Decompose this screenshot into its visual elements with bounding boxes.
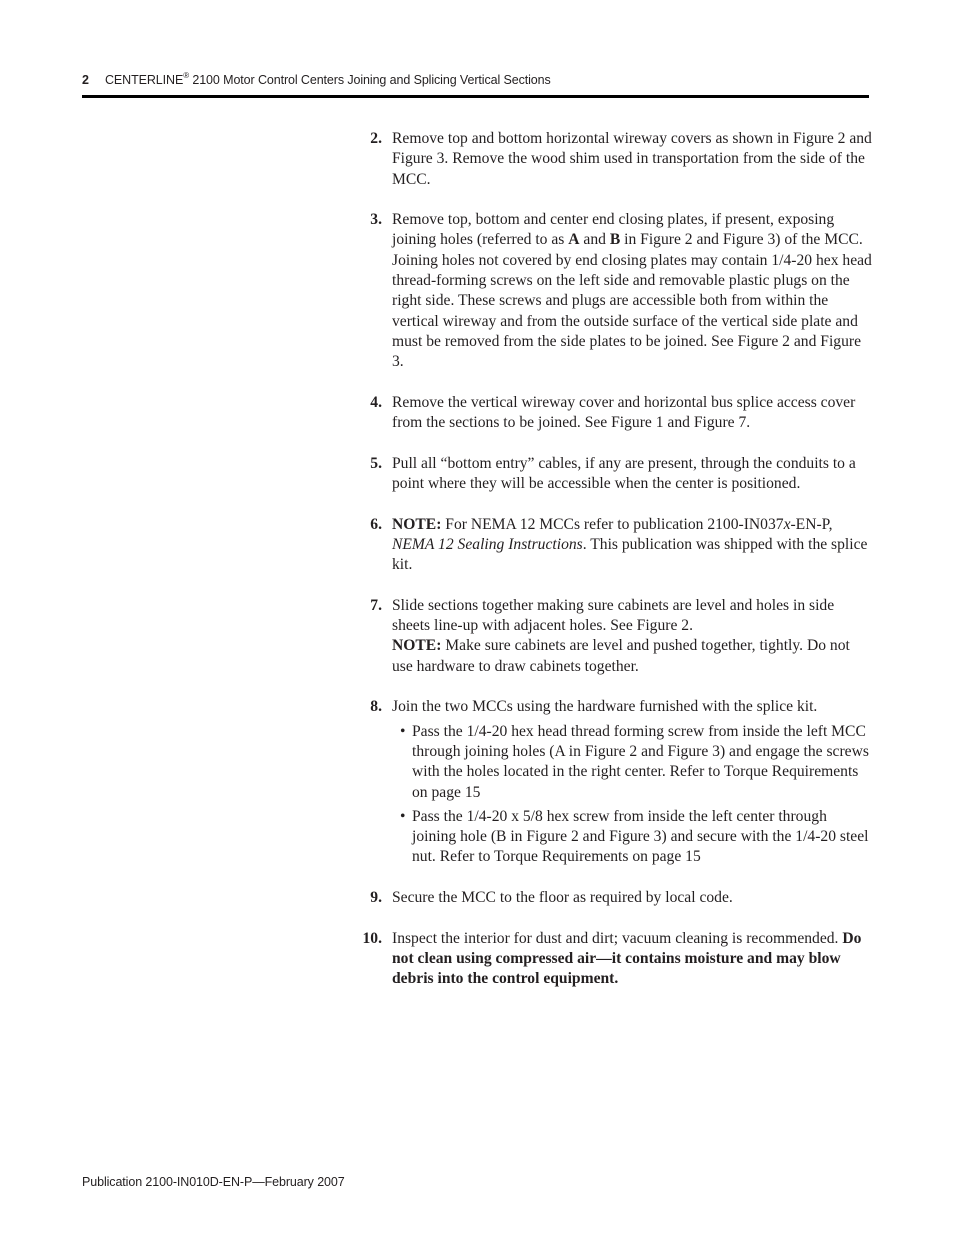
step-text-part: . This publication was shipped with the splice kit.: [392, 535, 868, 574]
header-title-brand: CENTERLINE: [105, 73, 184, 87]
bullet-item: [392, 722, 872, 803]
bullet-glyph: •: [400, 722, 406, 740]
step-7: [352, 596, 872, 677]
step-number: 7.: [370, 596, 382, 614]
note-label: NOTE:: [392, 515, 442, 533]
bullet-glyph: •: [400, 807, 406, 825]
step-text-part: in Figure 2 and Figure 3) of the MCC. Joining holes not covered by end closing plates may contain 1/4-20 hex head thread-forming screws on the left side and removable plastic plugs on the right side. These screws and plugs are accessible both from within the vertical wireway and from the outside surface of the vertical side plate and must be removed from the side plates to be joined. See Figure 2 and Figure 3.: [392, 231, 872, 371]
hole-label-b: B: [609, 231, 621, 249]
step-text: [392, 515, 872, 576]
step-number: 2.: [370, 130, 382, 147]
step-text: Secure the MCC to the floor as required by local code.: [392, 888, 733, 906]
step-text: [392, 210, 872, 372]
step-3: [352, 210, 872, 372]
step-text: Remove top and bottom horizontal wireway covers as shown in Figure 2 and Figure 3. Remove the wood shim used in transportation from the side of the MCC.: [392, 130, 872, 188]
warning-text: Do not clean using compressed air—it contains moisture and may blow debris into the control equipment.: [392, 929, 862, 988]
step-text-part: Remove top, bottom and center end closing plates, if present, exposing joining holes (referred to as: [392, 211, 835, 249]
step-text-part: Make sure cabinets are level and pushed together, tightly. Do not use hardware to draw cabinets together.: [392, 637, 850, 675]
step-number: 5.: [370, 454, 382, 472]
step-number: 10.: [362, 929, 382, 947]
step-4: [352, 393, 872, 434]
step-text: [392, 596, 872, 677]
page-number: 2: [82, 73, 89, 87]
step-text: Pull all “bottom entry” cables, if any are present, through the conduits to a point where they will be accessible when the center is positioned.: [392, 454, 856, 493]
step-text-part: For NEMA 12 MCCs refer to publication 2100-IN037: [441, 515, 784, 533]
step-text-part: -EN-P,: [790, 515, 833, 533]
step-number: 4.: [370, 393, 382, 411]
bullet-list: [392, 722, 872, 868]
hole-label-a: A: [568, 231, 580, 249]
page-footer: Publication 2100-IN010D-EN-P—February 2007: [82, 1175, 345, 1189]
step-text-part: and: [579, 231, 610, 249]
step-number: 6.: [370, 515, 382, 533]
note-label: NOTE:: [392, 637, 442, 655]
step-5: [352, 454, 872, 495]
step-text-part: Slide sections together making sure cabinets are level and holes in side sheets line-up with adjacent holes. See Figure 2.: [392, 596, 835, 635]
bullet-item: [392, 807, 872, 868]
step-10: [352, 929, 872, 990]
step-9: [352, 888, 872, 908]
step-number: 3.: [370, 211, 382, 229]
header-rule: [82, 95, 869, 98]
bullet-text: Pass the 1/4-20 x 5/8 hex screw from inside the left center through joining hole (B in Figure 2 and Figure 3) and secure with the 1/4-20 steel nut. Refer to Torque Requirements on page 15: [412, 807, 869, 866]
steps-list: [352, 129, 872, 1010]
step-text-part: Inspect the interior for dust and dirt; vacuum cleaning is recommended.: [392, 929, 843, 947]
step-2: [352, 129, 872, 190]
step-text: Join the two MCCs using the hardware furnished with the splice kit.: [392, 698, 818, 716]
step-text: [392, 929, 872, 990]
publication-variant: x: [783, 515, 791, 533]
step-6: [352, 515, 872, 576]
header-title-rest: 2100 Motor Control Centers Joining and Splicing Vertical Sections: [188, 73, 551, 87]
step-text: Remove the vertical wireway cover and horizontal bus splice access cover from the sections to be joined. See Figure 1 and Figure 7.: [392, 393, 856, 432]
registered-mark: ®: [183, 71, 189, 80]
step-8: [352, 697, 872, 867]
publication-title: NEMA 12 Sealing Instructions: [392, 535, 583, 553]
header-title: [105, 73, 551, 87]
bullet-text: Pass the 1/4-20 hex head thread forming screw from inside the left MCC through joining holes (A in Figure 2 and Figure 3) and engage the screws with the holes located in the right center. Refer to Torque Requirements on page 15: [412, 722, 869, 801]
step-number: 8.: [370, 698, 382, 716]
step-number: 9.: [370, 888, 382, 906]
